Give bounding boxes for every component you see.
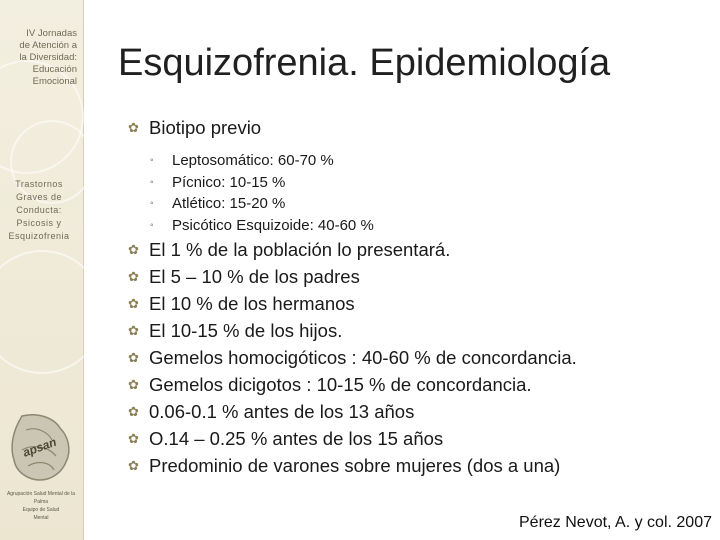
list-item [130,263,710,290]
organization-footer [0,490,82,522]
organization-footer-line: Equipo de Salud [22,507,60,513]
event-name-line: de Atención a [19,40,77,51]
sidebar-panel [0,0,84,540]
logo-text: apsan [20,434,59,460]
list-item [130,344,710,371]
list-item-text: El 10-15 % de los hijos. [149,320,343,341]
event-name-line: IV Jornadas [26,28,77,39]
list-item-text: 0.06-0.1 % antes de los 13 años [149,401,415,422]
sub-list-item [130,215,710,237]
sub-list-item-text: Atlético: 15-20 % [172,195,286,212]
decorative-swirl [0,250,104,374]
list-item [130,290,710,317]
list-item-text: O.14 – 0.25 % antes de los 15 años [149,428,444,449]
list-item-text: Biotipo previo [149,117,262,138]
organization-logo-icon [8,410,74,484]
sub-list-item [130,193,710,215]
swirl-bullet-icon: ✿ [128,120,139,135]
list-item-text: El 5 – 10 % de los padres [149,266,360,287]
list-item [130,452,710,479]
ring-bullet-icon: ◦ [150,155,154,166]
swirl-bullet-icon: ✿ [128,458,139,473]
sub-list-item [130,150,710,172]
citation: Pérez Nevot, A. y col. 2007 [519,514,712,531]
event-name-line: Emocional [32,76,77,87]
swirl-bullet-icon: ✿ [128,404,139,419]
list-item [130,317,710,344]
list-item-text: Predominio de varones sobre mujeres (dos a una) [149,455,561,476]
swirl-bullet-icon: ✿ [128,350,139,365]
talk-topic [0,178,78,243]
talk-topic-line: Conducta: [16,205,62,215]
list-item [130,371,710,398]
event-name-line: la Diversidad: [19,52,77,63]
list-item [130,425,710,452]
swirl-bullet-icon: ✿ [128,323,139,338]
sub-list-item-text: Pícnico: 10-15 % [172,173,286,191]
sub-list-item-text: Psicótico Esquizoide: 40-60 % [172,216,374,234]
organization-footer-line: Mental [33,515,49,521]
slide-title: Esquizofrenia. Epidemiología [118,42,611,84]
list-item [130,114,710,141]
list-item-text: Gemelos homocigóticos : 40-60 % de concordancia. [149,347,577,368]
list-item [130,236,710,263]
event-name [1,28,77,88]
list-item-text: El 10 % de los hermanos [149,293,355,314]
talk-topic-line: Psicosis y [16,218,62,228]
swirl-bullet-icon: ✿ [128,377,139,392]
talk-topic-line: Esquizofrenia [8,231,70,241]
list-item-text: Gemelos dicigotos : 10-15 % de concordancia. [149,374,532,395]
swirl-bullet-icon: ✿ [128,242,139,257]
sub-list-item-text: Leptosomático: 60-70 % [172,152,334,169]
ring-bullet-icon: ◦ [150,219,154,231]
swirl-bullet-icon: ✿ [128,269,139,284]
list-item [130,398,710,425]
bullet-list [130,114,710,479]
event-name-line: Educación [32,64,77,75]
sub-list-item [130,172,710,194]
swirl-bullet-icon: ✿ [128,296,139,311]
swirl-bullet-icon: ✿ [128,431,139,446]
ring-bullet-icon: ◦ [150,176,154,188]
ring-bullet-icon: ◦ [150,198,154,209]
organization-footer-line: Agrupación Salud Mental de la Palma [6,491,76,505]
talk-topic-line: Trastornos [15,179,63,189]
talk-topic-line: Graves de [15,192,63,202]
list-item-text: El 1 % de la población lo presentará. [149,239,451,260]
